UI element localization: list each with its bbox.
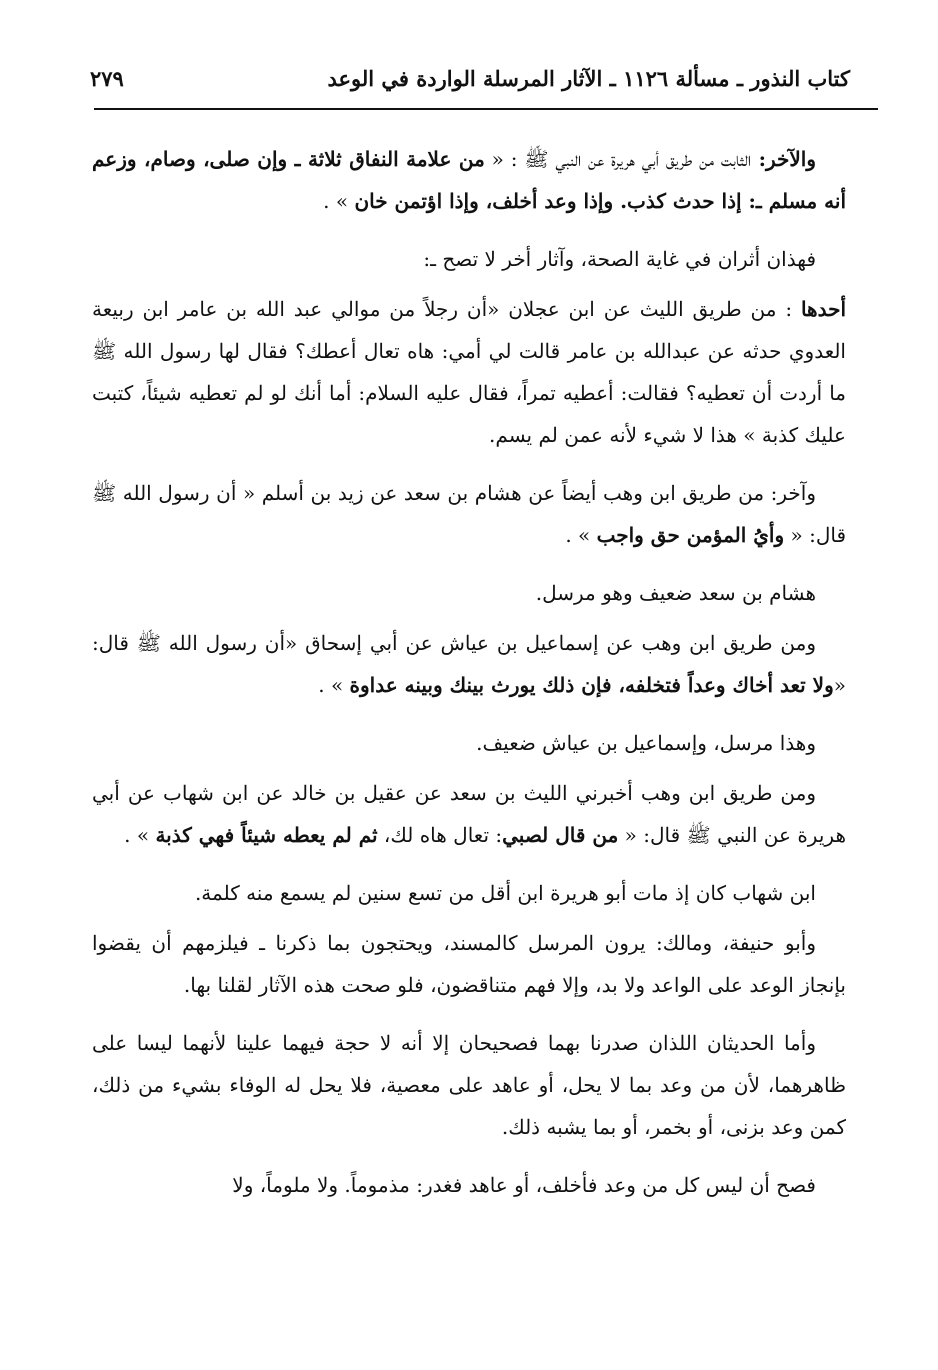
paragraph-1-close: » . — [323, 189, 355, 213]
paragraph-8-close: » . — [124, 823, 156, 847]
header-divider — [94, 108, 878, 110]
paragraph-6-hadith: ولا تعد أخاك وعداً فتخلفه، فإن ذلك يورث بينك وبينه عداوة — [349, 673, 834, 697]
paragraph-1 — [92, 138, 846, 222]
paragraph-12 — [92, 1164, 846, 1206]
paragraph-1-hadith: من علامة النفاق ثلاثة ـ وإن صلى، وصام، وزعم أنه مسلم ـ: إذا حدث كذب. وإذا وعد أخلف، وإذا اؤتمن خان — [92, 147, 846, 213]
paragraph-8-middle: : تعال هاه لك، — [377, 823, 503, 847]
paragraph-2 — [92, 238, 846, 280]
paragraph-4-text: وآخر: من طريق ابن وهب أيضاً عن هشام بن سعد عن زيد بن أسلم « أن رسول الله ﷺ قال: « — [92, 481, 846, 547]
paragraph-4-close: » . — [565, 523, 597, 547]
paragraph-10-text: وأبو حنيفة، ومالك: يرون المرسل كالمسند، ويحتجون بما ذكرنا ـ فيلزمهم أن يقضوا بإنجاز الوعد على الواعد ولا بد، وإلا فهم متناقضون، فلو صحت هذه الآثار لقلنا بها. — [92, 931, 846, 997]
paragraph-6-text: ومن طريق ابن وهب عن إسماعيل بن عياش عن أبي إسحاق «أن رسول الله ﷺ قال: « — [92, 631, 846, 697]
paragraph-10 — [92, 922, 846, 1006]
paragraph-6 — [92, 622, 846, 706]
paragraph-8-hadith-part-2: ثم لم يعطه شيئاً فهي كذبة — [155, 823, 378, 847]
paragraph-6-close: » . — [318, 673, 350, 697]
paragraph-2-text: فهذان أثران في غاية الصحة، وآثار أخر لا تصح ـ: — [423, 247, 816, 271]
paragraph-1-lead: والآخر: — [751, 147, 816, 171]
running-title: كتاب النذور ـ مسألة ١١٢٦ ـ الآثار المرسلة الواردة في الوعد — [327, 66, 850, 91]
paragraph-7 — [92, 722, 846, 764]
paragraph-8-hadith-part-1: من قال لصبي — [502, 823, 619, 847]
paragraph-4-hadith: وأيُ المؤمن حق واجب — [596, 523, 785, 547]
paragraph-9 — [92, 872, 846, 914]
paragraph-3 — [92, 288, 846, 456]
page-body — [92, 138, 846, 1214]
paragraph-5-text: هشام بن سعد ضعيف وهو مرسل. — [535, 581, 816, 605]
paragraph-11-text: وأما الحديثان اللذان صدرنا بهما فصحيحان إلا أنه لا حجة فيهما علينا لأنهما ليسا على ظاهرهما، لأن من وعد بما لا يحل، أو عاهد على معصية، فلا يحل له الوفاء بشيء من ذلك، كمن وعد بزنى، أو بخمر، أو بما يشبه ذلك. — [92, 1031, 846, 1139]
paragraph-7-text: وهذا مرسل، وإسماعيل بن عياش ضعيف. — [476, 731, 816, 755]
paragraph-3-lead: أحدها — [800, 297, 846, 321]
paragraph-11 — [92, 1022, 846, 1148]
paragraph-4 — [92, 472, 846, 556]
paragraph-8 — [92, 772, 846, 856]
page-header — [90, 66, 850, 102]
paragraph-5 — [92, 572, 846, 614]
paragraph-1-text: الثابت من طريق أبي هريرة عن النبي ﷺ : « — [484, 147, 752, 171]
paragraph-9-text: ابن شهاب كان إذ مات أبو هريرة ابن أقل من تسع سنين لم يسمع منه كلمة. — [194, 881, 816, 905]
paragraph-12-text: فصح أن ليس كل من وعد فأخلف، أو عاهد فغدر: مذموماً. ولا ملوماً، ولا — [232, 1173, 816, 1197]
paragraph-8-text: ومن طريق ابن وهب أخبرني الليث بن سعد عن عقيل بن خالد عن ابن شهاب عن أبي هريرة عن النبي ﷺ قال: « — [92, 781, 846, 847]
page-number: ٢٧٩ — [90, 66, 124, 91]
paragraph-3-text: : من طريق الليث عن ابن عجلان «أن رجلاً من موالي عبد الله بن عامر ابن ربيعة العدوي حدثه عن عبدالله بن عامر قالت لي أمي: هاه تعال أعطك؟ فقال لها رسول الله ﷺ ما أردت أن تعطيه؟ فقالت: أعطيه تمراً، فقال عليه السلام: أما أنك لو لم تعطيه شيئاً، كتبت عليك كذبة » هذا لا شيء لأنه عمن لم يسم. — [92, 297, 846, 447]
